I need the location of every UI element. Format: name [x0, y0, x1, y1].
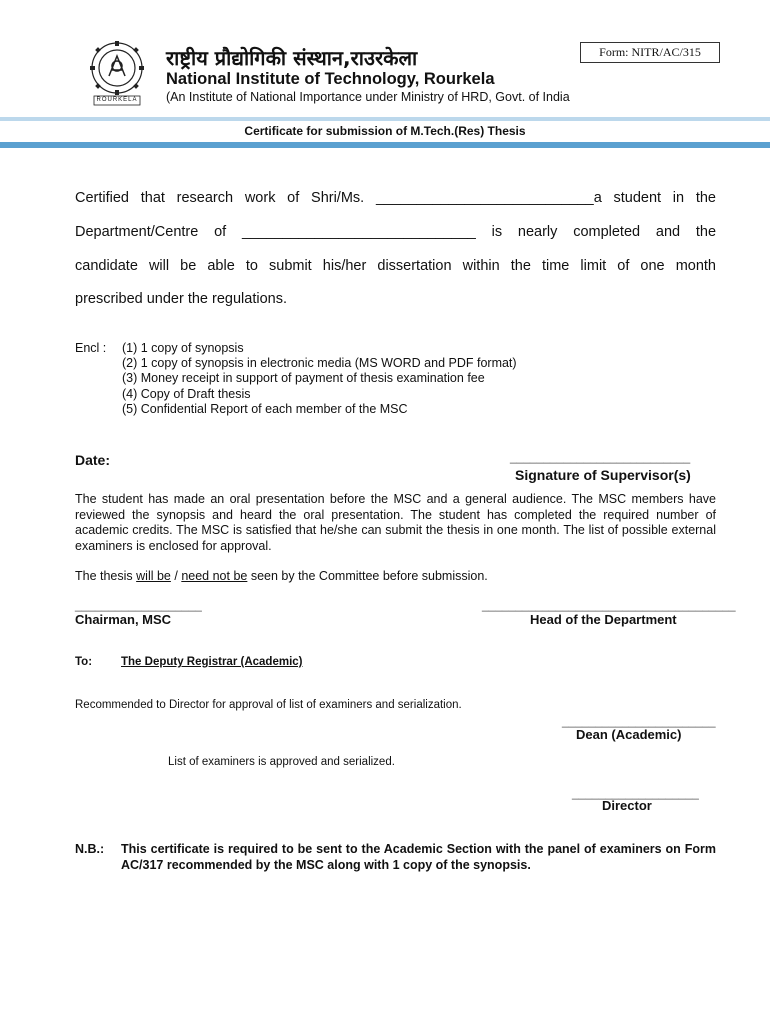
- certificate-title: Certificate for submission of M.Tech.(Res) Thesis: [244, 124, 526, 138]
- enclosure-item: (2) 1 copy of synopsis in electronic media (MS WORD and PDF format): [122, 356, 517, 371]
- header-rule-dark: [0, 142, 770, 148]
- director-signature-line: ___________________: [572, 786, 699, 800]
- msc-statement: The student has made an oral presentation before the MSC and a general audience. The MSC members have reviewed the synopsis and heard the oral presentation. The student has completed the required number of academic credits. The MSC is satisfied that he/she can submit the thesis in one month. The list of possible external examiners is enclosed for approval.: [75, 492, 716, 553]
- thesis-seen-pre: The thesis: [75, 569, 137, 583]
- enclosures-label: Encl :: [75, 341, 107, 355]
- chairman-signature-line: ___________________: [75, 598, 202, 612]
- dean-signature-line: _______________________: [562, 714, 716, 728]
- student-name-blank: ___________________________: [375, 190, 594, 206]
- recipient-name: The Deputy Registrar (Academic): [121, 656, 303, 668]
- enclosure-item: (4) Copy of Draft thesis: [122, 386, 251, 401]
- supervisor-signature-line: ___________________________: [510, 450, 691, 464]
- date-label: Date:: [75, 452, 111, 468]
- director-label: Director: [602, 798, 652, 813]
- enclosure-item: (3) Money receipt in support of payment of thesis examination fee: [122, 371, 485, 386]
- body-line-1-post: a student in the: [593, 190, 716, 206]
- body-line-3: candidate will be able to submit his/her dissertation within the time limit of one month: [75, 258, 716, 274]
- institute-subtitle: (An Institute of National Importance under Ministry of HRD, Govt. of India: [166, 90, 570, 104]
- body-line-2: [75, 224, 716, 240]
- option-need-not-be: need not be: [181, 569, 248, 583]
- recommendation-text: Recommended to Director for approval of list of examiners and serialization.: [75, 699, 462, 711]
- body-line-2-post: is nearly completed and the: [491, 224, 717, 240]
- nb-label: N.B.:: [75, 842, 105, 856]
- enclosure-item: (5) Confidential Report of each member of the MSC: [122, 401, 408, 416]
- body-line-1: [75, 190, 716, 206]
- body-line-1-pre: Certified that research work of Shri/Ms.: [75, 190, 365, 206]
- enclosures-list: [122, 341, 517, 417]
- institute-hindi-name: राष्ट्रीय प्रौद्योगिकी संस्थान,राउरकेला: [166, 46, 418, 70]
- body-line-4: prescribed under the regulations.: [75, 291, 287, 307]
- institute-name: National Institute of Technology, Rourkela: [166, 70, 495, 88]
- institute-logo: [85, 40, 149, 106]
- chairman-label: Chairman, MSC: [75, 612, 172, 627]
- to-label: To:: [75, 656, 93, 668]
- nb-text: This certificate is required to be sent to the Academic Section with the panel of examiners on Form AC/317 recommended by the MSC along with 1 copy of the synopsis.: [121, 842, 716, 872]
- option-will-be: will be: [136, 569, 171, 583]
- dean-label: Dean (Academic): [576, 727, 682, 742]
- form-number-box: Form: NITR/AC/315: [580, 42, 720, 63]
- body-line-2-pre: Department/Centre of: [75, 224, 227, 240]
- approved-text: List of examiners is approved and serialized.: [168, 756, 395, 768]
- option-separator: /: [170, 569, 182, 583]
- thesis-seen-line: [75, 569, 488, 583]
- department-blank: _____________________________: [241, 224, 476, 240]
- supervisor-signature-label: Signature of Supervisor(s): [515, 467, 691, 483]
- header-rule-light: [0, 117, 770, 121]
- logo-text: ROURKELA: [96, 97, 138, 103]
- thesis-seen-post: seen by the Committee before submission.: [247, 569, 488, 583]
- enclosure-item: (1) 1 copy of synopsis: [122, 341, 244, 355]
- hod-label: Head of the Department: [530, 612, 677, 627]
- hod-signature-line: ______________________________________: [482, 598, 736, 612]
